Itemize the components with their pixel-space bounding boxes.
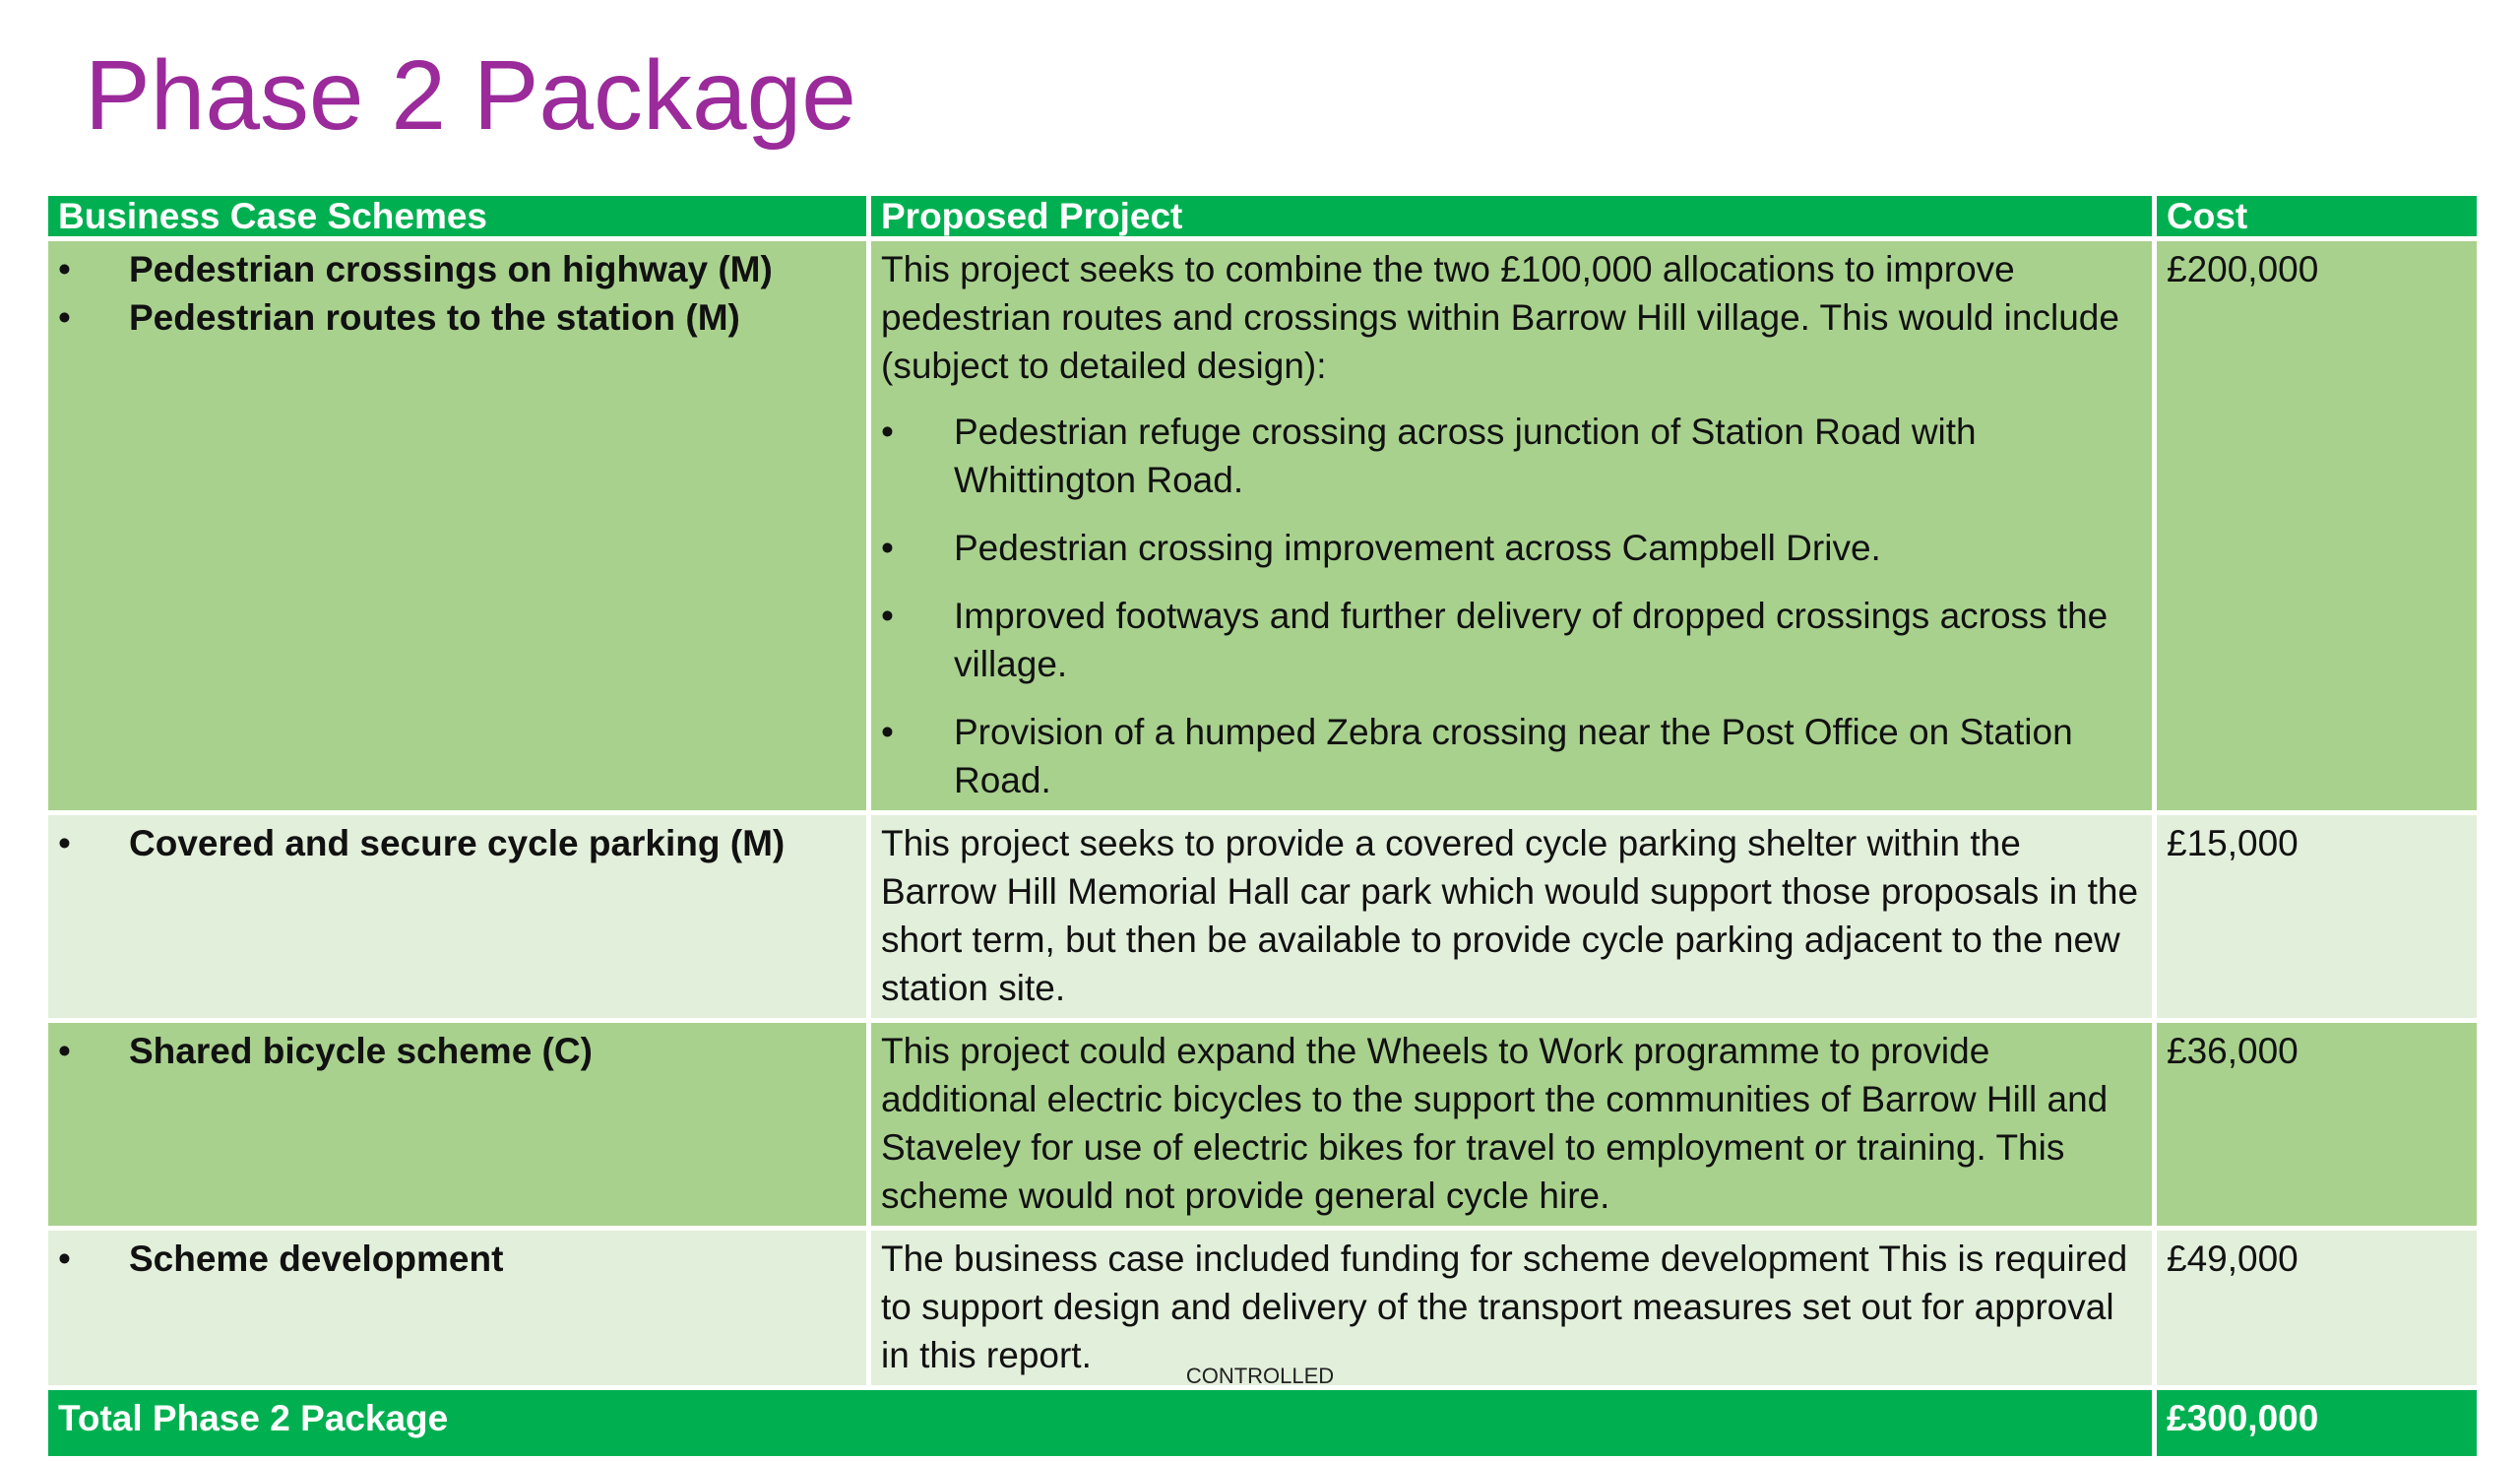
header-proposed-project: Proposed Project (869, 194, 2155, 239)
cost-cell: £49,000 (2155, 1229, 2480, 1388)
cost-cell: £15,000 (2155, 813, 2480, 1021)
table-row (46, 813, 2480, 1021)
slide-title: Phase 2 Package (85, 40, 856, 151)
scheme-item: • Covered and secure cycle parking (M) (58, 819, 856, 867)
cost-cell: £200,000 (2155, 239, 2480, 813)
header-business-case-schemes: Business Case Schemes (46, 194, 869, 239)
scheme-item: • Shared bicycle scheme (C) (58, 1027, 856, 1075)
total-cost: £300,000 (2155, 1388, 2480, 1459)
schemes-cell (46, 239, 869, 813)
schemes-cell (46, 813, 869, 1021)
classification-footer: CONTROLLED (1185, 1364, 1335, 1388)
schemes-list (58, 1235, 856, 1283)
header-cost: Cost (2155, 194, 2480, 239)
table-row (46, 239, 2480, 813)
phase-2-package-table (43, 191, 2482, 1461)
project-description: This project seeks to combine the two £100,000 allocations to improve pedestrian routes and crossings within Barrow Hill village. This would include (subject to detailed design): (881, 249, 2119, 386)
project-cell (869, 239, 2155, 813)
table-row (46, 1021, 2480, 1229)
project-point: • Improved footways and further delivery of dropped crossings across the village. (881, 592, 2142, 688)
schemes-list (58, 245, 856, 342)
project-cell: The business case included funding for scheme development This is required to support design and delivery of the transport measures set out for approval in this report. (869, 1229, 2155, 1388)
project-cell: This project seeks to provide a covered cycle parking shelter within the Barrow Hill Memorial Hall car park which would support those proposals in the short term, but then be available to provide cycle parking adjacent to the new station site. (869, 813, 2155, 1021)
table-header-row (46, 194, 2480, 239)
project-cell: This project could expand the Wheels to Work programme to provide additional electric bicycles to the support the communities of Barrow Hill and Staveley for use of electric bikes for travel to employment or training. This scheme would not provide general cycle hire. (869, 1021, 2155, 1229)
scheme-item: • Pedestrian routes to the station (M) (58, 293, 856, 342)
scheme-item: • Scheme development (58, 1235, 856, 1283)
total-label: Total Phase 2 Package (46, 1388, 2155, 1459)
total-row (46, 1388, 2480, 1459)
project-point: • Pedestrian refuge crossing across junction of Station Road with Whittington Road. (881, 408, 2142, 504)
schemes-list (58, 819, 856, 867)
cost-cell: £36,000 (2155, 1021, 2480, 1229)
schemes-cell (46, 1021, 869, 1229)
project-points-list (881, 408, 2142, 804)
schemes-list (58, 1027, 856, 1075)
project-point: • Provision of a humped Zebra crossing near the Post Office on Station Road. (881, 708, 2142, 804)
project-point: • Pedestrian crossing improvement across Campbell Drive. (881, 524, 2142, 572)
scheme-item: • Pedestrian crossings on highway (M) (58, 245, 856, 293)
